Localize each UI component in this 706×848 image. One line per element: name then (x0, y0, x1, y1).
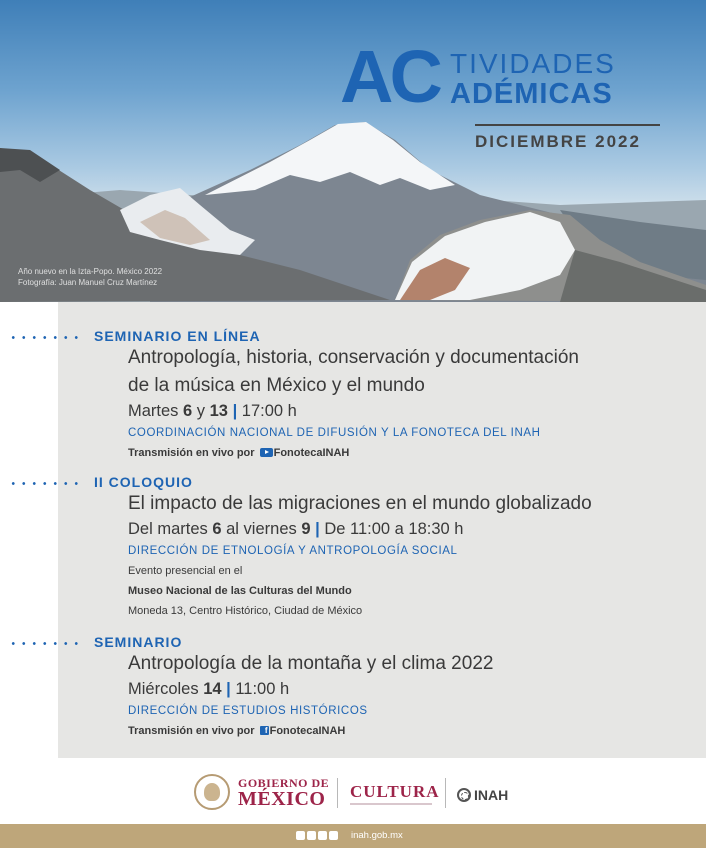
title-line-1: TIVIDADES (450, 48, 616, 79)
facebook-icon: f (260, 726, 269, 735)
event-organizer: DIRECCIÓN DE ETNOLOGÍA Y ANTROPOLOGÍA SOCIAL (128, 545, 458, 557)
title-block (340, 35, 670, 155)
event-type: SEMINARIO (94, 634, 183, 650)
date-day-1: 14 (203, 680, 222, 698)
photo-credit-line-2: Fotografía: Juan Manuel Cruz Martínez (18, 278, 158, 287)
date-separator: | (310, 520, 325, 538)
date-prefix: Del martes (128, 520, 213, 538)
dotted-leader (8, 336, 84, 339)
title-divider (475, 124, 660, 126)
social-icons (296, 831, 340, 841)
instagram-icon[interactable] (318, 831, 327, 840)
title-date: DICIEMBRE 2022 (475, 132, 641, 151)
event-title-line-1: Antropología, historia, conservación y documentación (128, 347, 579, 368)
cultura-underline (350, 803, 432, 805)
title-line-2: ADÉMICAS (450, 78, 613, 110)
stream-handle[interactable]: FonotecaINAH (273, 447, 350, 459)
date-day-2: 9 (301, 520, 311, 538)
stream-prefix: Transmisión en vivo por (128, 725, 258, 737)
event-organizer: DIRECCIÓN DE ESTUDIOS HISTÓRICOS (128, 705, 368, 717)
event-time: 17:00 h (241, 402, 297, 420)
date-day-1: 6 (183, 402, 193, 420)
date-mid: y (192, 402, 210, 420)
hero-banner (0, 0, 706, 302)
date-day-1: 6 (212, 520, 222, 538)
event-type: II COLOQUIO (94, 474, 193, 490)
event-title-line-1: El impacto de las migraciones en el mundo globalizado (128, 493, 592, 514)
event-stream (128, 725, 345, 737)
stream-handle[interactable]: FonotecaINAH (269, 725, 346, 737)
footer-bar (0, 824, 706, 848)
events-section (0, 302, 706, 758)
venue-name: Museo Nacional de las Culturas del Mundo (128, 585, 352, 597)
event-title-line-1: Antropología de la montaña y el clima 2022 (128, 653, 494, 674)
date-day-2: 13 (209, 402, 228, 420)
footer-logos (0, 758, 706, 824)
dotted-leader (8, 482, 84, 485)
photo-credit-line-1: Año nuevo en la Izta-Popo. México 2022 (18, 267, 163, 276)
event-type: SEMINARIO EN LÍNEA (94, 328, 261, 344)
event-time: 11:00 h (235, 680, 290, 698)
stream-prefix: Transmisión en vivo por (128, 447, 258, 459)
event-date (128, 680, 289, 699)
logo-divider (445, 778, 446, 808)
date-prefix: Miércoles (128, 680, 204, 698)
logo-divider (337, 778, 338, 808)
cultura-logo: CULTURA (350, 782, 440, 801)
title-initials: AC (340, 35, 439, 118)
inah-logo: INAH (474, 787, 509, 803)
venue-intro: Evento presencial en el (128, 565, 243, 577)
date-separator: | (227, 402, 242, 420)
event-organizer: COORDINACIÓN NACIONAL DE DIFUSIÓN Y LA FONOTECA DEL INAH (128, 427, 541, 439)
event-stream (128, 447, 349, 459)
dotted-leader (8, 642, 84, 645)
facebook-icon[interactable] (296, 831, 305, 840)
event-date (128, 402, 297, 421)
inah-icon (457, 788, 471, 802)
date-mid: al viernes (221, 520, 302, 538)
website-link[interactable]: inah.gob.mx (351, 830, 403, 841)
twitter-icon[interactable] (307, 831, 316, 840)
youtube-icon[interactable] (329, 831, 338, 840)
eagle-seal-icon (194, 774, 230, 810)
date-prefix: Martes (128, 402, 184, 420)
mexico-label: MÉXICO (238, 788, 326, 810)
youtube-icon (260, 448, 273, 457)
gobierno-label: GOBIERNO DE (238, 776, 330, 790)
photo-credit (18, 266, 198, 288)
event-title-line-2: de la música en México y el mundo (128, 375, 425, 396)
event-date (128, 520, 463, 539)
date-separator: | (221, 680, 236, 698)
event-time: De 11:00 a 18:30 h (324, 520, 464, 538)
venue-address: Moneda 13, Centro Histórico, Ciudad de México (128, 605, 363, 617)
